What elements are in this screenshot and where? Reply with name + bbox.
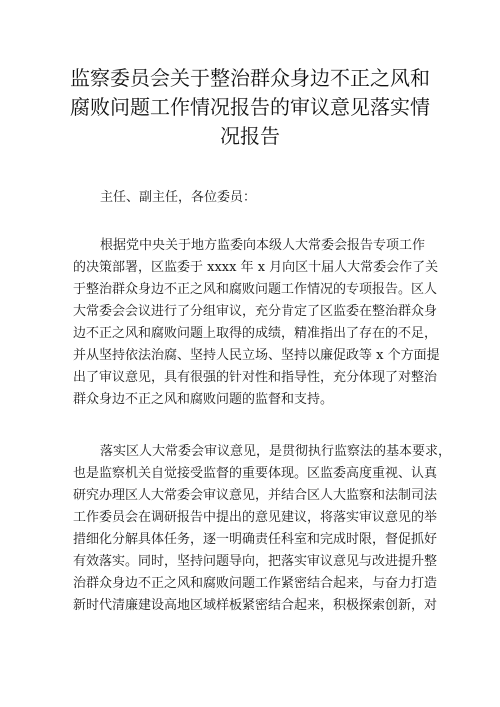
- paragraph-line: 群众身边不正之风和腐败问题的监督和支持。: [73, 392, 334, 407]
- paragraph-line: 出了审议意见，具有很强的针对性和指导性，充分体现了对整治: [73, 370, 438, 385]
- paragraph-line: 研究办理区人大常委会审议意见，并结合区人大监察和法制司法: [73, 488, 438, 503]
- paragraph-line: 有效落实。同时，坚持问题导向，把落实审议意见与改进提升整: [73, 554, 438, 569]
- paragraph-line: 于整治群众身边不正之风和腐败问题工作情况的专项报告。区人: [73, 282, 438, 297]
- paragraph-line: 落实区人大常委会审议意见，是贯彻执行监察法的基本要求，: [100, 444, 452, 459]
- document-title-line-2: 腐败问题工作情况报告的审议意见落实情: [70, 95, 430, 119]
- paragraph-line: 并从坚持依法治腐、坚持人民立场、坚持以廉促政等 x 个方面提: [73, 348, 440, 363]
- paragraph-line: 也是监察机关自觉接受监督的重要体现。区监委高度重视、认真: [73, 466, 438, 481]
- salutation: 主任、副主任，各位委员：: [100, 190, 257, 205]
- paragraph-line: 工作委员会在调研报告中提出的意见建议，将落实审议意见的举: [73, 510, 438, 525]
- document-title-line-3: 况报告: [220, 124, 280, 148]
- paragraph-line: 根据党中央关于地方监委向本级人大常委会报告专项工作: [100, 238, 426, 253]
- paragraph-line: 的决策部署，区监委于 xxxx 年 x 月向区十届人大常委会作了关: [73, 260, 439, 275]
- paragraph-line: 新时代清廉建设高地区域样板紧密结合起来，积极探索创新，对: [73, 598, 438, 613]
- paragraph-line: 大常委会会议进行了分组审议，充分肯定了区监委在整治群众身: [73, 304, 438, 319]
- document-title-line-1: 监察委员会关于整治群众身边不正之风和: [70, 66, 430, 90]
- paragraph-line: 治群众身边不正之风和腐败问题工作紧密结合起来，与奋力打造: [73, 576, 438, 591]
- paragraph-line: 边不正之风和腐败问题上取得的成绩，精准指出了存在的不足，: [73, 326, 438, 341]
- paragraph-line: 措细化分解具体任务，逐一明确责任科室和完成时限，督促抓好: [73, 532, 438, 547]
